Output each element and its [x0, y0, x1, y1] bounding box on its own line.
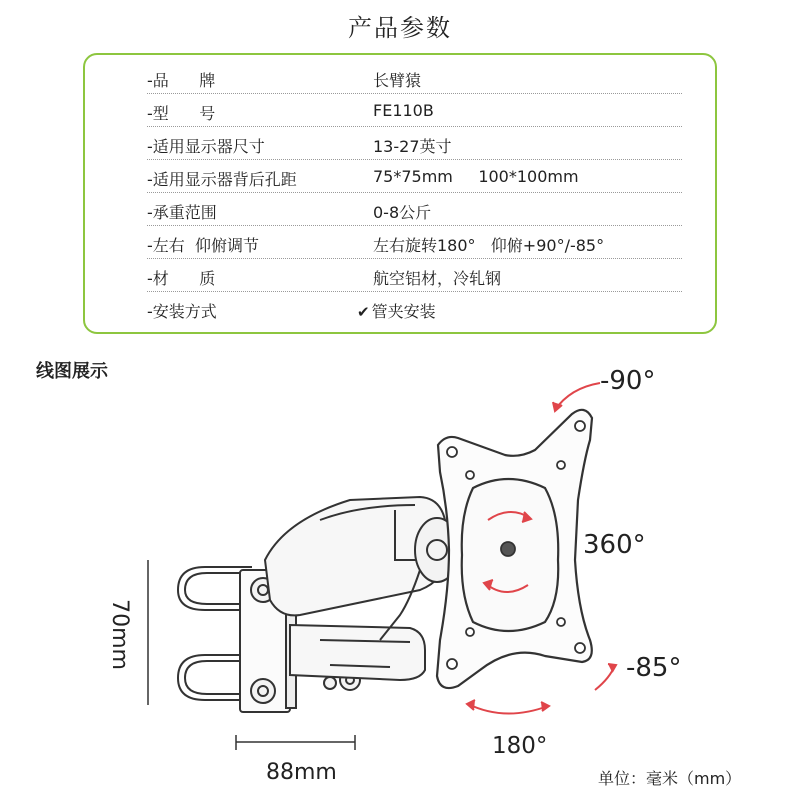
spec-label: -材 质: [147, 269, 216, 288]
spec-label: -承重范围: [147, 203, 217, 222]
spec-value: 长臂猿: [373, 71, 422, 90]
width-dimension-label: 88mm: [266, 760, 337, 785]
spec-label: -左右 仰俯调节: [147, 236, 259, 255]
spec-value: 13-27英寸: [373, 137, 452, 156]
spec-row-load: [147, 193, 682, 226]
checkmark-icon: ✔: [357, 303, 370, 321]
spec-value: 0-8公斤: [373, 203, 432, 222]
rotation-label: 360°: [583, 530, 646, 560]
spec-label: -品 牌: [147, 71, 216, 90]
section-title: 线图展示: [36, 361, 108, 382]
spec-row-install: [147, 292, 682, 325]
spec-row-adjust: [147, 226, 682, 259]
bracket-drawing: [0, 360, 800, 800]
spec-label: -型 号: [147, 104, 216, 123]
spec-table: [83, 53, 717, 334]
spec-value-text: 管夹安装: [371, 302, 436, 321]
page-title: 产品参数: [348, 14, 452, 42]
tilt-down-label: -85°: [626, 653, 682, 683]
spec-row-model: [147, 94, 682, 127]
swivel-label: 180°: [492, 733, 548, 759]
spec-value: 75*75mm 100*100mm: [373, 167, 579, 186]
spec-row-brand: [147, 61, 682, 94]
spec-label: -适用显示器尺寸: [147, 137, 265, 156]
spec-label: -适用显示器背后孔距: [147, 170, 297, 189]
lower-arm: [290, 625, 425, 680]
spec-value: 左右旋转180° 仰俯+90°/-85°: [373, 236, 605, 255]
height-dimension-label: 70mm: [106, 599, 132, 670]
spec-value: [357, 299, 436, 322]
spec-row-screen-size: [147, 127, 682, 160]
spec-row-material: [147, 259, 682, 292]
unit-note: 单位：毫米（mm）: [598, 769, 742, 788]
spec-label: -安装方式: [147, 302, 217, 321]
spec-value: FE110B: [373, 101, 434, 120]
spec-value: 航空铝材，冷轧钢: [373, 269, 502, 288]
spec-row-vesa: [147, 160, 682, 193]
tilt-up-label: -90°: [600, 366, 656, 396]
